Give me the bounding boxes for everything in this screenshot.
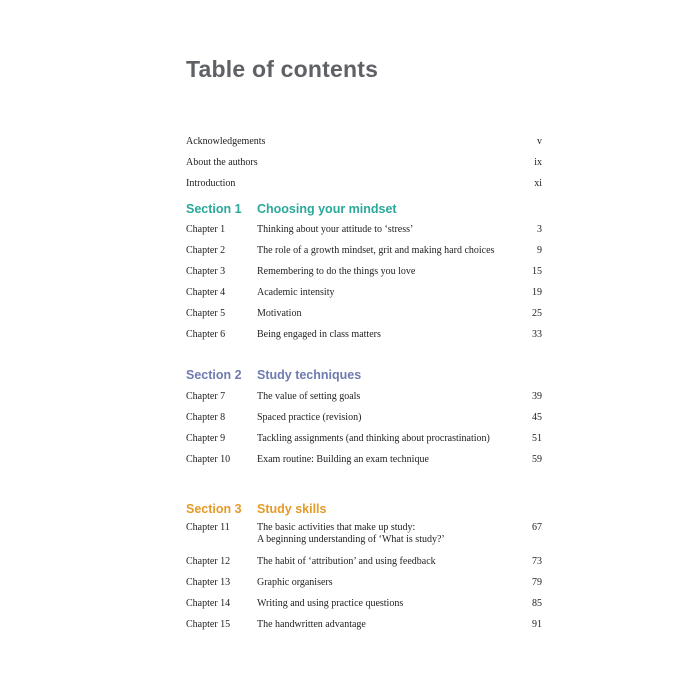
chapter-label: Chapter 4	[186, 287, 226, 298]
chapter-page: 15	[532, 266, 542, 277]
chapter-label: Chapter 10	[186, 454, 231, 465]
chapter-title: The role of a growth mindset, grit and making hard choices	[257, 245, 495, 256]
chapter-page: 45	[532, 412, 542, 423]
section-number: Section 1	[186, 202, 242, 216]
section-number: Section 3	[186, 502, 242, 516]
chapter-label: Chapter 8	[186, 412, 226, 423]
chapter-title: Exam routine: Building an exam technique	[257, 454, 429, 465]
chapter-page: 67	[532, 522, 542, 533]
chapter-label: Chapter 6	[186, 329, 226, 340]
chapter-page: 19	[532, 287, 542, 298]
chapter-label: Chapter 9	[186, 433, 226, 444]
chapter-title: Thinking about your attitude to ‘stress’	[257, 224, 414, 235]
chapter-page: 33	[532, 329, 542, 340]
chapter-label: Chapter 15	[186, 619, 231, 630]
section-number: Section 2	[186, 368, 242, 382]
chapter-title-line: The basic activities that make up study:	[257, 522, 416, 533]
chapter-title: Academic intensity	[257, 287, 335, 298]
chapter-title	[257, 522, 522, 546]
page-title: Table of contents	[186, 56, 379, 82]
chapter-title: Spaced practice (revision)	[257, 412, 362, 423]
chapter-page: 79	[532, 577, 542, 588]
chapter-title: Being engaged in class matters	[257, 329, 381, 340]
chapter-page: 9	[537, 245, 542, 256]
section-title: Study techniques	[257, 368, 362, 382]
chapter-page: 39	[532, 391, 542, 402]
chapter-label: Chapter 1	[186, 224, 226, 235]
chapter-label: Chapter 7	[186, 391, 226, 402]
chapter-page: 25	[532, 308, 542, 319]
toc-entry-page: xi	[534, 178, 542, 189]
chapter-title: Remembering to do the things you love	[257, 266, 416, 277]
toc-entry-page: ix	[534, 157, 542, 168]
chapter-title: Graphic organisers	[257, 577, 333, 588]
chapter-label: Chapter 11	[186, 522, 230, 533]
chapter-label: Chapter 14	[186, 598, 231, 609]
chapter-page: 91	[532, 619, 542, 630]
section-title: Choosing your mindset	[257, 202, 397, 216]
toc-entry-label: Introduction	[186, 178, 236, 189]
chapter-page: 51	[532, 433, 542, 444]
chapter-title: The value of setting goals	[257, 391, 361, 402]
chapter-label: Chapter 2	[186, 245, 226, 256]
section-title: Study skills	[257, 502, 327, 516]
chapter-title: Tackling assignments (and thinking about procrastination)	[257, 433, 490, 444]
chapter-title: The habit of ‘attribution’ and using feedback	[257, 556, 436, 567]
chapter-title-line: A beginning understanding of ‘What is study?’	[257, 534, 445, 545]
chapter-page: 85	[532, 598, 542, 609]
toc-entry-page: v	[537, 136, 542, 147]
chapter-page: 73	[532, 556, 542, 567]
chapter-title: The handwritten advantage	[257, 619, 366, 630]
toc-entry-label: About the authors	[186, 157, 258, 168]
chapter-title: Motivation	[257, 308, 302, 319]
chapter-label: Chapter 13	[186, 577, 231, 588]
chapter-label: Chapter 3	[186, 266, 226, 277]
chapter-page: 59	[532, 454, 542, 465]
toc-entry-label: Acknowledgements	[186, 136, 266, 147]
chapter-label: Chapter 12	[186, 556, 231, 567]
chapter-page: 3	[537, 224, 542, 235]
chapter-title: Writing and using practice questions	[257, 598, 404, 609]
chapter-label: Chapter 5	[186, 308, 226, 319]
